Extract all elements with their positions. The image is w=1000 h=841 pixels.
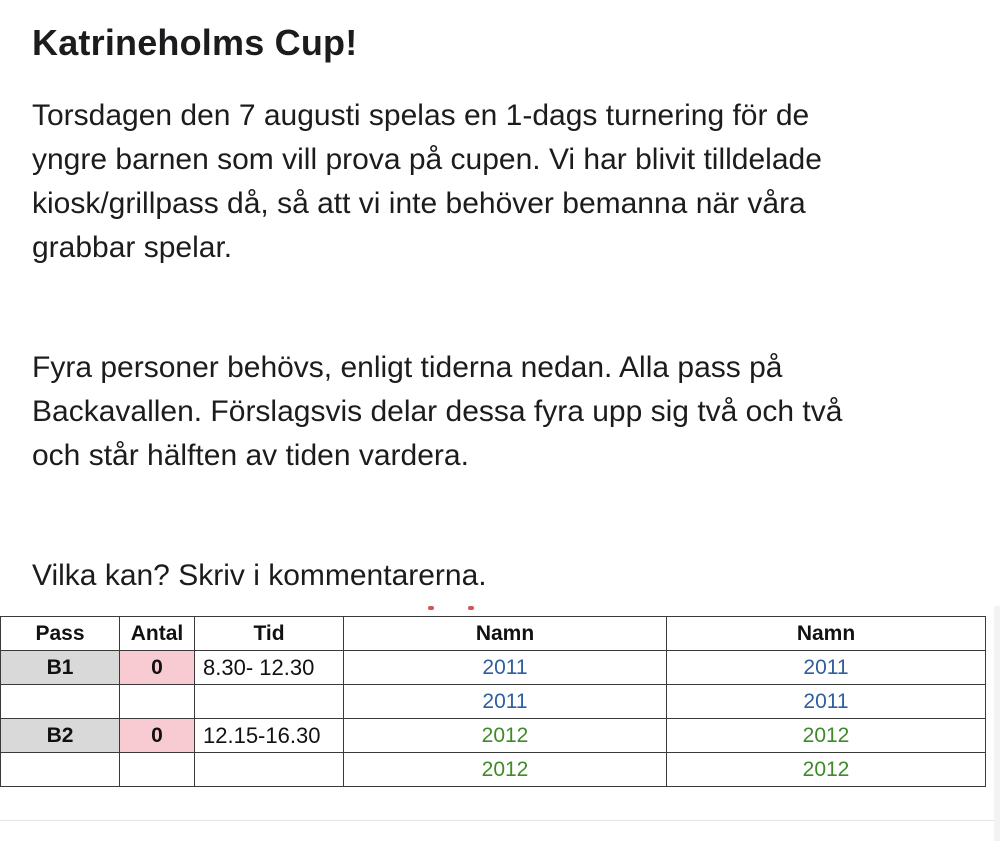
cell-tid: 12.15-16.30 — [195, 719, 344, 753]
cell-namn-1: 2012 — [344, 719, 667, 753]
table-header-row — [1, 617, 986, 651]
cell-namn-2: 2012 — [667, 719, 986, 753]
schedule-spreadsheet-image — [0, 606, 1000, 841]
cell-antal: 0 — [120, 719, 195, 753]
cell-namn-1: 2012 — [344, 753, 667, 787]
cell-antal — [120, 685, 195, 719]
post-content — [32, 18, 982, 598]
schedule-table — [0, 616, 986, 787]
post-paragraph-call-to-action: Vilka kan? Skriv i kommentarerna. — [32, 559, 487, 592]
post-title: Katrineholms Cup! — [32, 22, 358, 63]
cell-namn-1: 2011 — [344, 685, 667, 719]
header-tid: Tid — [195, 617, 344, 651]
post-paragraph-tournament-info: Torsdagen den 7 augusti spelas en 1-dags turnering för de yngre barnen som vill prova på cupen. Vi har blivit tilldelade kiosk/grillpass då, så att vi inte behöver bemanna när våra grabbar spelar. — [32, 99, 822, 264]
cell-namn-1: 2011 — [344, 651, 667, 685]
cell-antal: 0 — [120, 651, 195, 685]
table-row — [1, 685, 986, 719]
sheet-right-edge — [994, 606, 1000, 841]
cell-pass — [1, 753, 120, 787]
header-antal: Antal — [120, 617, 195, 651]
cell-antal — [120, 753, 195, 787]
cell-tid — [195, 685, 344, 719]
cell-namn-2: 2011 — [667, 651, 986, 685]
post-paragraph-staffing: Fyra personer behövs, enligt tiderna nedan. Alla pass på Backavallen. Förslagsvis delar dessa fyra upp sig två och två och står hälften av tiden vardera. — [32, 351, 843, 472]
header-namn-1: Namn — [344, 617, 667, 651]
header-namn-2: Namn — [667, 617, 986, 651]
table-row — [1, 651, 986, 685]
cell-pass: B2 — [1, 719, 120, 753]
cell-pass — [1, 685, 120, 719]
cell-pass: B1 — [1, 651, 120, 685]
table-row — [1, 719, 986, 753]
cropped-red-mark — [428, 606, 478, 612]
cell-tid: 8.30- 12.30 — [195, 651, 344, 685]
cell-namn-2: 2012 — [667, 753, 986, 787]
cell-namn-2: 2011 — [667, 685, 986, 719]
header-pass: Pass — [1, 617, 120, 651]
table-row — [1, 753, 986, 787]
cell-tid — [195, 753, 344, 787]
